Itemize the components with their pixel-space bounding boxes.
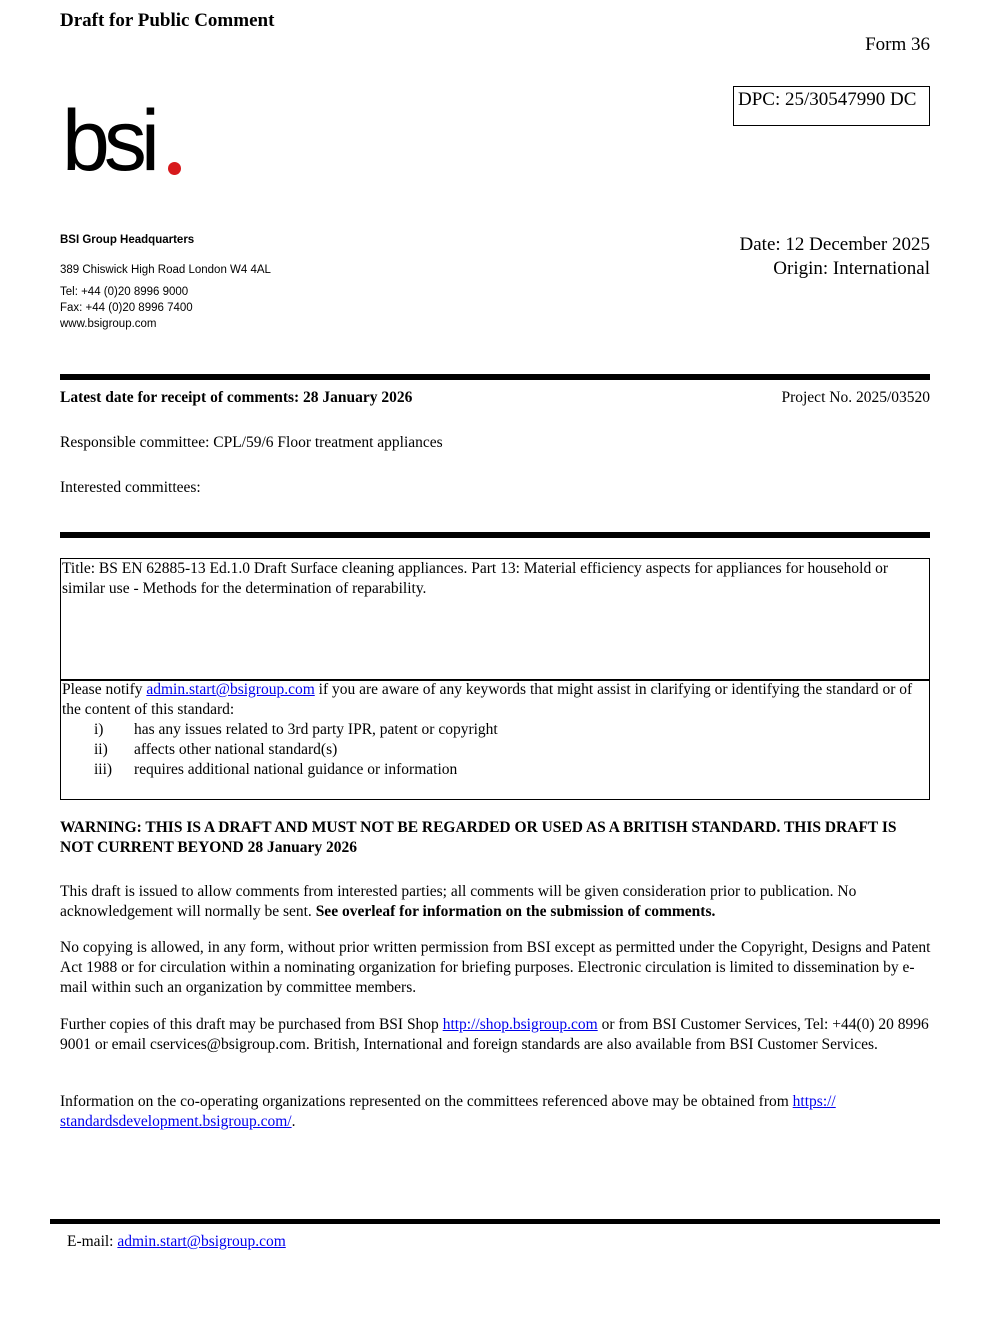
- paragraph-copyright: No copying is allowed, in any form, without prior written permission from BSI except as permitted under the Copyright, Designs and Patent Act 1988 or for circulation within a nominating organization for briefing purposes. Electronic circulation is limited to dissemination by e-mail within such an organization by committee members.: [60, 939, 931, 996]
- paragraph-text: .: [291, 1113, 296, 1130]
- form-number: Form 36: [865, 34, 930, 55]
- list-item-text: has any issues related to 3rd party IPR, patent or copyright: [134, 721, 498, 738]
- bsi-logo: [62, 93, 192, 189]
- paragraph-comments: [60, 882, 932, 922]
- list-item-number: ii): [94, 741, 108, 758]
- list-item: [62, 720, 928, 740]
- notify-email-link[interactable]: admin.start@bsigroup.com: [146, 681, 315, 698]
- list-item: [62, 740, 928, 760]
- divider-top: [60, 374, 930, 380]
- notify-prefix: Please notify: [62, 681, 147, 698]
- hq-name: BSI Group Headquarters: [60, 234, 195, 246]
- paragraph-organizations: [60, 1092, 932, 1132]
- responsible-committee: Responsible committee: CPL/59/6 Floor treatment appliances: [60, 434, 443, 451]
- interested-committees: Interested committees:: [60, 479, 201, 496]
- footer-email-label: E-mail:: [67, 1233, 118, 1250]
- footer-email-link[interactable]: admin.start@bsigroup.com: [117, 1233, 286, 1250]
- notify-suffix: if you are aware of any keywords that might assist in clarifying or identifying the standard or of the content of this standard:: [62, 681, 913, 718]
- latest-comment-date: Latest date for receipt of comments: 28 January 2026: [60, 389, 413, 406]
- dpc-reference-box: [733, 86, 930, 126]
- notify-section: [62, 680, 928, 780]
- footer-email: [67, 1233, 286, 1251]
- project-number: Project No. 2025/03520: [781, 389, 930, 406]
- standard-title-box: [60, 558, 930, 800]
- paragraph-text: This draft is issued to allow comments from interested parties; all comments will be given consideration prior to publication. No acknowledgement will normally be sent.: [60, 883, 857, 920]
- paragraph-copies: [60, 1015, 932, 1055]
- draft-warning: WARNING: THIS IS A DRAFT AND MUST NOT BE REGARDED OR USED AS A BRITISH STANDARD. THIS DRAFT IS NOT CURRENT BEYOND 28 January 2026: [60, 819, 897, 856]
- origin: Origin: International: [773, 258, 930, 279]
- link-text-part-1: https://: [792, 1093, 836, 1110]
- issue-date: Date: 12 December 2025: [739, 234, 930, 255]
- footer-divider: [50, 1219, 940, 1224]
- list-item-number: i): [94, 721, 104, 738]
- divider-middle: [60, 532, 930, 538]
- paragraph-text: Information on the co-operating organizations represented on the committees referenced above may be obtained from: [60, 1093, 793, 1110]
- list-item-text: affects other national standard(s): [134, 741, 338, 758]
- link-text-part-2: standardsdevelopment.bsigroup.com/: [60, 1113, 292, 1130]
- list-item-text: requires additional national guidance or information: [134, 761, 458, 778]
- bsi-logo-dot-icon: [168, 162, 181, 175]
- hq-telephone: Tel: +44 (0)20 8996 9000: [60, 286, 189, 298]
- hq-fax: Fax: +44 (0)20 8996 7400: [60, 302, 193, 314]
- bsi-shop-link[interactable]: http://shop.bsigroup.com: [442, 1016, 598, 1033]
- paragraph-bold-text: See overleaf for information on the submission of comments.: [315, 903, 716, 920]
- draft-title: Draft for Public Comment: [60, 10, 275, 31]
- list-item-number: iii): [94, 761, 113, 778]
- standard-title: Title: BS EN 62885-13 Ed.1.0 Draft Surface cleaning appliances. Part 13: Material efficiency aspects for appliances for household or similar use - Methods for the determination of reparability.: [62, 560, 889, 597]
- list-item: [62, 760, 928, 780]
- paragraph-text: or from BSI Customer Services, Tel: +44(0) 20 8996 9001 or email cservices@bsigroup.com. British, International and foreign standards are also available from BSI Customer Services.: [60, 1016, 929, 1053]
- hq-website: www.bsigroup.com: [60, 318, 157, 330]
- notify-list: [62, 720, 928, 780]
- dpc-reference: DPC: 25/30547990 DC: [738, 89, 917, 110]
- paragraph-text: Further copies of this draft may be purchased from BSI Shop: [60, 1016, 443, 1033]
- hq-address: 389 Chiswick High Road London W4 4AL: [60, 264, 271, 276]
- bsi-logo-text: bsi: [62, 93, 154, 189]
